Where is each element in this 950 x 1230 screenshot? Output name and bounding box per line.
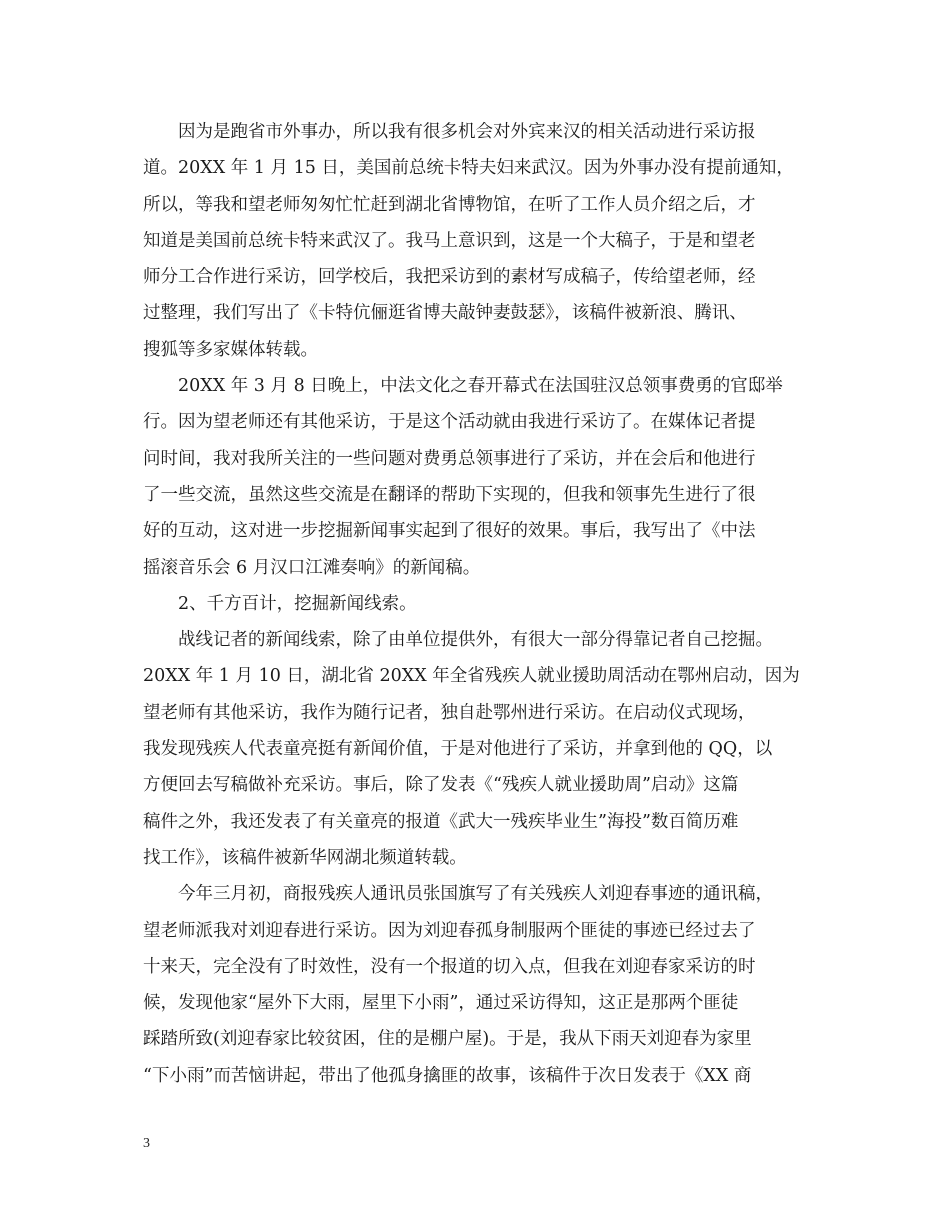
text-line: 了一些交流，虽然这些交流是在翻译的帮助下实现的，但我和领事先生进行了很 bbox=[143, 484, 756, 505]
text-line: 知道是美国前总统卡特来武汉了。我马上意识到，这是一个大稿子，于是和望老 bbox=[143, 230, 756, 251]
page-number: 3 bbox=[143, 1136, 150, 1151]
text-line: 问时间，我对我所关注的一些问题对费勇总领事进行了采访，并在会后和他进行 bbox=[143, 448, 756, 469]
paragraph-first-line: 今年三月初，商报残疾人通讯员张国旗写了有关残疾人刘迎春事迹的通讯稿， bbox=[178, 884, 773, 905]
text-line: 过整理，我们写出了《卡特伉俪逛省博夫敲钟妻鼓瑟》，该稿件被新浪、腾讯、 bbox=[143, 303, 747, 324]
paragraph-first-line: 2、千方百计，挖掘新闻线索。 bbox=[178, 593, 417, 614]
text-line: 方便回去写稿做补充采访。事后，除了发表《“残疾人就业援助周”启动》这篇 bbox=[143, 775, 739, 796]
text-line: 20XX 年 1 月 10 日，湖北省 20XX 年全省残疾人就业援助周活动在鄂州启动，因为 bbox=[143, 666, 800, 687]
body-text bbox=[143, 114, 813, 1094]
text-line: 所以，等我和望老师匆匆忙忙赶到湖北省博物馆，在听了工作人员介绍之后，才 bbox=[143, 194, 756, 215]
text-line: 踩踏所致(刘迎春家比较贫困，住的是棚户屋)。于是，我从下雨天刘迎春为家里 bbox=[143, 1029, 752, 1050]
text-line: 道。20XX 年 1 月 15 日，美国前总统卡特夫妇来武汉。因为外事办没有提前通知， bbox=[143, 158, 794, 179]
text-line: 好的互动，这对进一步挖掘新闻事实起到了很好的效果。事后，我写出了《中法 bbox=[143, 521, 756, 542]
text-line: 摇滚音乐会 6 月汉口江滩奏响》的新闻稿。 bbox=[143, 557, 481, 578]
text-line: 我发现残疾人代表童亮挺有新闻价值，于是对他进行了采访，并拿到他的 QQ，以 bbox=[143, 739, 773, 760]
paragraph-first-line: 战线记者的新闻线索，除了由单位提供外，有很大一部分得靠记者自己挖掘。 bbox=[178, 630, 773, 651]
text-line: 找工作》，该稿件被新华网湖北频道转载。 bbox=[143, 847, 467, 868]
text-line: 望老师派我对刘迎春进行采访。因为刘迎春孤身制服两个匪徒的事迹已经过去了 bbox=[143, 920, 756, 941]
text-line: 望老师有其他采访，我作为随行记者，独自赴鄂州进行采访。在启动仪式现场， bbox=[143, 702, 756, 723]
text-line: 十来天，完全没有了时效性，没有一个报道的切入点，但我在刘迎春家采访的时 bbox=[143, 956, 756, 977]
text-line: 师分工合作进行采访，回学校后，我把采访到的素材写成稿子，传给望老师，经 bbox=[143, 267, 756, 288]
text-line: 搜狐等多家媒体转载。 bbox=[143, 339, 318, 360]
paragraph-first-line: 因为是跑省市外事办，所以我有很多机会对外宾来汉的相关活动进行采访报 bbox=[178, 122, 756, 142]
text-line: 行。因为望老师还有其他采访，于是这个活动就由我进行采访了。在媒体记者提 bbox=[143, 412, 756, 433]
text-line: 候，发现他家“屋外下大雨，屋里下小雨”，通过采访得知，这正是那两个匪徒 bbox=[143, 993, 739, 1014]
text-line: 稿件之外，我还发表了有关童亮的报道《武大一残疾毕业生”海投”数百简历难 bbox=[143, 811, 739, 832]
paragraph-first-line: 20XX 年 3 月 8 日晚上，中法文化之春开幕式在法国驻汉总领事费勇的官邸举 bbox=[178, 376, 783, 397]
text-line: “下小雨”而苦恼讲起，带出了他孤身擒匪的故事，该稿件于次日发表于《XX 商 bbox=[143, 1065, 752, 1086]
